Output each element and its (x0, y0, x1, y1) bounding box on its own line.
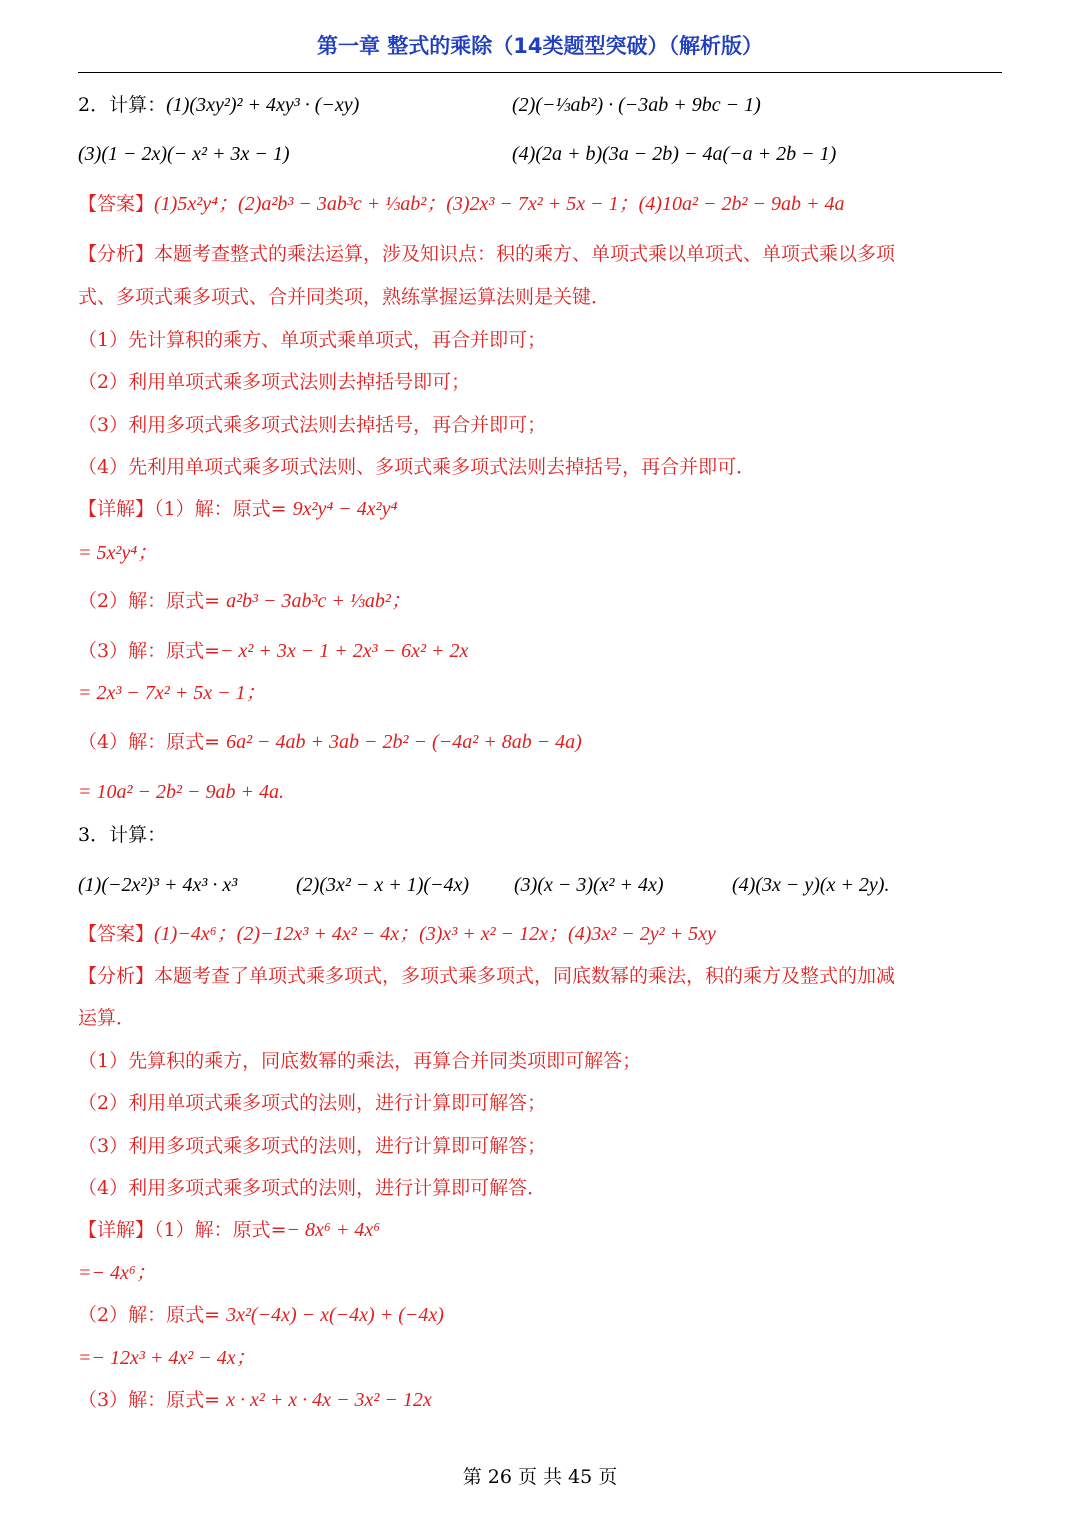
q3-analysis-text-1: 本题考查了单项式乘多项式，多项式乘多项式，同底数幂的乘法，积的乘方及整式的加减 (154, 965, 896, 987)
q3-part-3: (3)(x − 3)(x² + 4x) (514, 874, 664, 896)
q2-detail-2-expr: a²b³ − 3ab³c + ⅓ab²； (226, 590, 411, 612)
q2-analysis-line-2: 式、多项式乘多项式、合并同类项，熟练掌握运算法则是关键． (78, 286, 611, 308)
q3-detail-2 (78, 1302, 444, 1328)
q2-part-3: (3)(1 − 2x)(− x² + 3x − 1) (78, 143, 290, 165)
q2-detail-4-label: （4）解：原式= (78, 731, 227, 753)
header-rule (78, 72, 1002, 73)
q2-detail-3-expr: − x² + 3x − 1 + 2x³ − 6x² + 2x (220, 640, 469, 662)
q2-detail-1 (78, 496, 397, 522)
q2-detail-3 (78, 638, 468, 664)
q3-label: 3．计算： (78, 824, 167, 846)
q3-problem-part-4 (732, 872, 889, 898)
page-header-title: 第一章 整式的乘除（14类题型突破）（解析版） (316, 34, 764, 58)
q2-detail-4-expr: 6a² − 4ab + 3ab − 2b² − (−4a² + 8ab − 4a) (226, 731, 582, 753)
q3-analysis-tag: 【分析】 (78, 965, 155, 987)
q3-detail-1-result: =− 4x⁶； (78, 1262, 156, 1284)
q3-analysis-line-1 (78, 963, 895, 989)
q2-part-1: (1)(3xy²)² + 4xy³ · (−xy) (166, 94, 360, 116)
q2-detail-3-result: = 2x³ − 7x² + 5x − 1； (78, 682, 266, 704)
q2-part-4: (4)(2a + b)(3a − 2b) − 4a(−a + 2b − 1) (512, 143, 837, 165)
q3-analysis-step-4: （4）利用多项式乘多项式的法则，进行计算即可解答． (78, 1177, 547, 1199)
q3-part-2: (2)(3x² − x + 1)(−4x) (296, 874, 470, 896)
q2-analysis-line-1 (78, 241, 895, 267)
q3-problem-part-2 (296, 872, 469, 898)
q3-problem-part-3 (514, 872, 664, 898)
q3-detail-3 (78, 1387, 432, 1413)
q3-detail-3-label: （3）解：原式= (78, 1389, 227, 1411)
q2-detail-tag: 【详解】 (78, 498, 155, 520)
q3-detail-1 (78, 1217, 380, 1243)
q2-detail-1-result: = 5x²y⁴； (78, 542, 158, 564)
page-footer-number: 第 26 页 共 45 页 (462, 1466, 618, 1488)
q2-detail-2-label: （2）解：原式= (78, 590, 227, 612)
q3-detail-3-expr: x · x² + x · 4x − 3x² − 12x (226, 1389, 432, 1411)
q2-problem-row-2 (78, 141, 290, 167)
q3-answer (78, 921, 716, 947)
q2-detail-4 (78, 729, 582, 755)
q3-analysis-step-1: （1）先算积的乘方，同底数幂的乘法，再算合并同类项即可解答； (78, 1050, 642, 1072)
q2-problem-row-1 (78, 92, 359, 118)
q3-analysis-step-2: （2）利用单项式乘多项式的法则，进行计算即可解答； (78, 1092, 547, 1114)
q3-detail-2-result: =− 12x³ + 4x² − 4x； (78, 1347, 256, 1369)
q2-analysis-step-1: （1）先计算积的乘方、单项式乘单项式，再合并即可； (78, 329, 547, 351)
q2-detail-4-result: = 10a² − 2b² − 9ab + 4a. (78, 781, 284, 803)
q2-answer-text: (1)5x²y⁴；(2)a²b³ − 3ab³c + ⅓ab²；(3)2x³ − 7x² + 5x − 1；(4)10a² − 2b² − 9ab + 4a (154, 193, 845, 215)
q3-detail-tag: 【详解】 (78, 1219, 155, 1241)
q3-detail-2-expr: 3x²(−4x) − x(−4x) + (−4x) (226, 1304, 444, 1326)
q2-analysis-step-2: （2）利用单项式乘多项式法则去掉括号即可； (78, 371, 471, 393)
q2-detail-1-label: （1）解：原式= (154, 498, 293, 520)
q2-answer-tag: 【答案】 (78, 193, 155, 215)
q2-label: 2．计算： (78, 94, 167, 116)
q2-detail-2 (78, 588, 411, 614)
q2-analysis-text-1: 本题考查整式的乘法运算，涉及知识点：积的乘方、单项式乘以单项式、单项式乘以多项 (154, 243, 896, 265)
q2-problem-row-2b (512, 141, 836, 167)
q3-analysis-step-3: （3）利用多项式乘多项式的法则，进行计算即可解答； (78, 1135, 547, 1157)
q3-detail-1-label: （1）解：原式= (154, 1219, 287, 1241)
q2-analysis-tag: 【分析】 (78, 243, 155, 265)
q3-part-4: (4)(3x − y)(x + 2y). (732, 874, 890, 896)
q3-answer-tag: 【答案】 (78, 923, 155, 945)
q3-analysis-line-2: 运算． (78, 1007, 136, 1029)
q3-answer-text: (1)−4x⁶；(2)−12x³ + 4x² − 4x；(3)x³ + x² − 12x；(4)3x² − 2y² + 5xy (154, 923, 716, 945)
q2-part-2: (2)(−⅓ab²) · (−3ab + 9bc − 1) (512, 94, 761, 116)
q2-analysis-step-3: （3）利用多项式乘多项式法则去掉括号，再合并即可； (78, 414, 547, 436)
q2-detail-3-label: （3）解：原式= (78, 640, 221, 662)
q2-problem-row-1b (512, 92, 761, 118)
q2-analysis-step-4: （4）先利用单项式乘多项式法则、多项式乘多项式法则去掉括号，再合并即可． (78, 456, 756, 478)
q3-detail-2-label: （2）解：原式= (78, 1304, 227, 1326)
q3-detail-1-expr: − 8x⁶ + 4x⁶ (286, 1219, 381, 1241)
q2-detail-1-expr: 9x²y⁴ − 4x²y⁴ (292, 498, 398, 520)
q2-answer (78, 191, 844, 217)
q3-part-1: (1)(−2x²)³ + 4x³ · x³ (78, 874, 238, 896)
q3-problem-part-1 (78, 872, 237, 898)
